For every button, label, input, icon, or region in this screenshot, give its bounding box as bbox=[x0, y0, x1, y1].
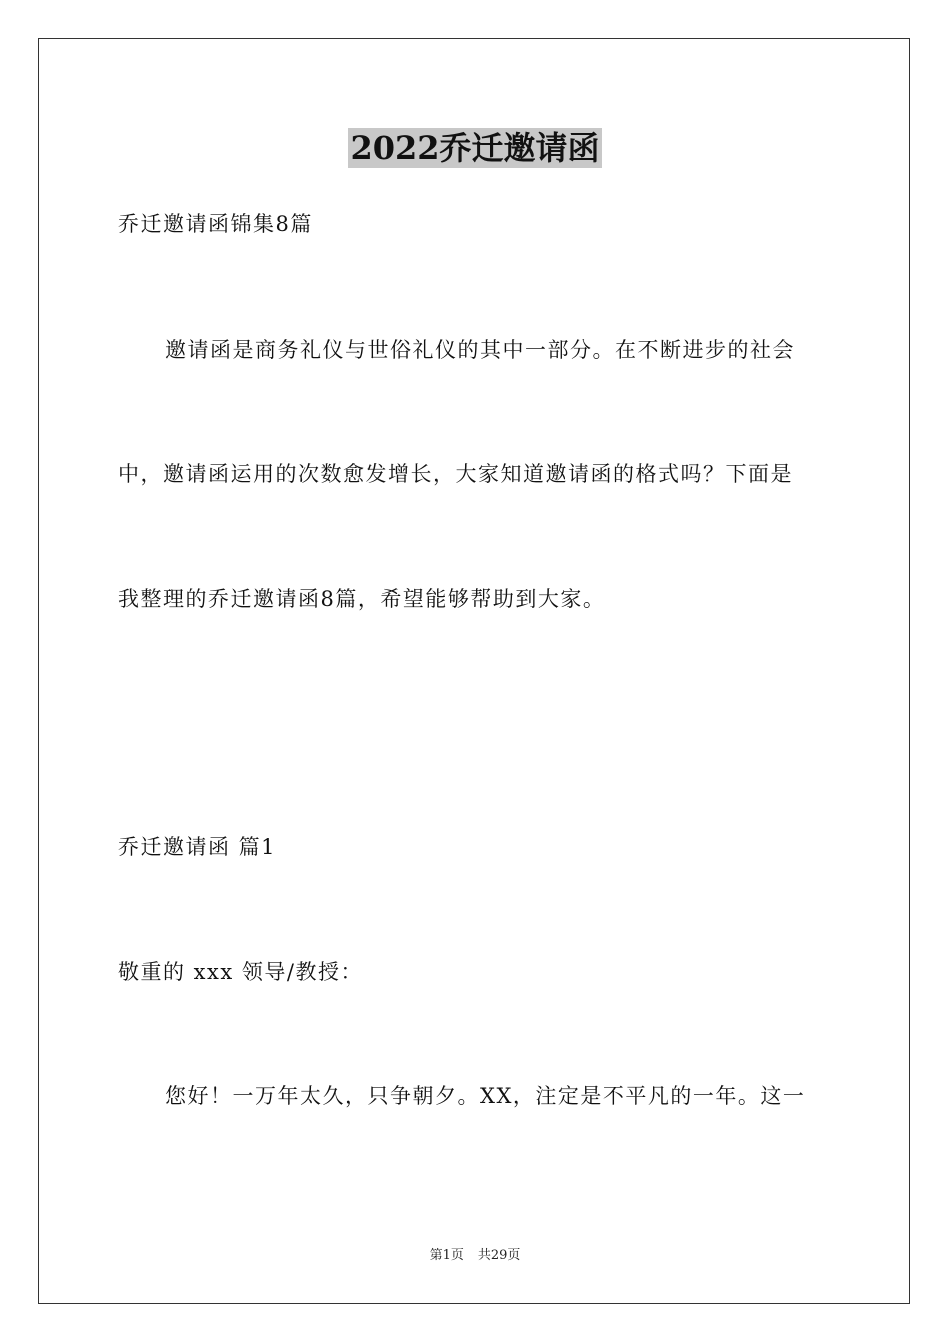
intro-line-3: 我整理的乔迁邀请函8篇，希望能够帮助到大家。 bbox=[118, 587, 606, 611]
document-subtitle: 乔迁邀请函锦集8篇 bbox=[118, 212, 313, 236]
section-heading: 乔迁邀请函 篇1 bbox=[118, 835, 277, 859]
body-line: 您好！一万年太久，只争朝夕。XX，注定是不平凡的一年。这一 bbox=[165, 1084, 806, 1108]
page-number: 第1页 bbox=[429, 1248, 464, 1263]
title-container bbox=[0, 128, 950, 168]
document-title: 2022乔迁邀请函 bbox=[350, 129, 600, 167]
intro-line-1: 邀请函是商务礼仪与世俗礼仪的其中一部分。在不断进步的社会 bbox=[165, 338, 795, 362]
page-total: 共29页 bbox=[477, 1248, 521, 1263]
intro-line-2: 中，邀请函运用的次数愈发增长，大家知道邀请函的格式吗？下面是 bbox=[118, 462, 793, 486]
salutation: 敬重的 xxx 领导/教授： bbox=[118, 960, 363, 984]
page-footer bbox=[0, 1247, 950, 1265]
